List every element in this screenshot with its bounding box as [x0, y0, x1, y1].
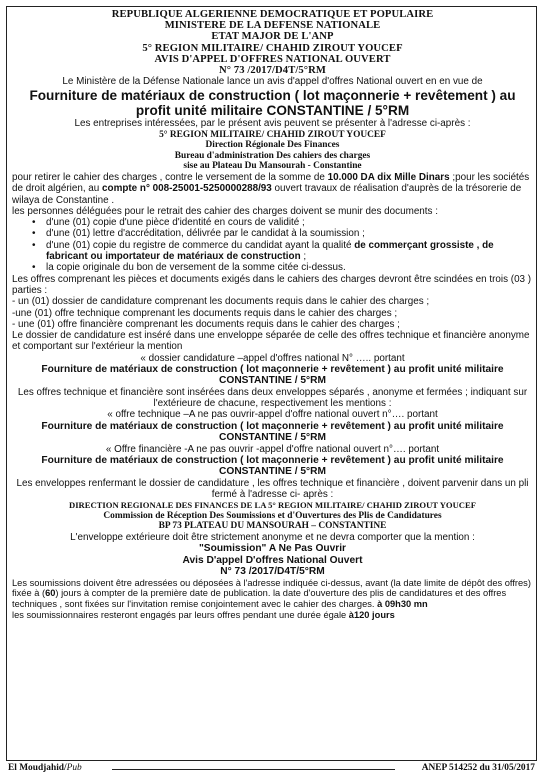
footer-anep-ref: ANEP 514252 du 31/05/2017	[421, 763, 535, 773]
list-item: • la copie originale du bon de versement de la somme citée ci-dessus.	[32, 262, 533, 273]
validity-days: à120 jours	[348, 609, 395, 620]
address-direction: Direction Régionale Des Finances	[205, 140, 340, 151]
tech-mention: « offre technique –A ne pas ouvrir-appel d'offre national ouvert n°…. portant	[107, 409, 438, 421]
part-technical: -une (01) offre technique comprenant les documents requis dans le cahier des charges ;	[12, 307, 398, 319]
validity-paragraph	[12, 610, 533, 621]
envelopes-text: Les enveloppes renfermant le dossier de candidature , les offres technique et financière , doivent parvenir dans un pli fermé à l'adresse ci- après :	[16, 477, 529, 500]
required-documents-list	[12, 217, 533, 273]
outer-mention-1: "Soumission" A Ne Pas Ouvrir	[198, 543, 347, 555]
title-repeat-2: Fourniture de matériaux de construction ( lot maçonnerie + revêtement ) au profit unité militaire CONSTANTINE / 5°RM	[41, 420, 504, 444]
address2-commission: Commission de Réception Des Soumissions et d'Ouvertures des Plis de Candidatures	[103, 510, 442, 521]
header-republic: REPUBLIQUE ALGERIENNE DEMOCRATIQUE ET POPULAIRE	[111, 9, 434, 20]
header-ministry: MINISTERE DE LA DEFENSE NATIONALE	[164, 20, 381, 32]
offers-intro-text: Les offres comprenant les pièces et documents exigés dans le cahiers des charges devront être scindées en trois (03 ) parties :	[12, 273, 532, 296]
outer-mention-2: Avis D'appel D'offres National Ouvert	[182, 554, 363, 566]
header-region: 5° REGION MILITAIRE/ CHAHID ZIROUT YOUCEF	[142, 42, 403, 54]
deadline-time: à 09h30 mn	[377, 599, 428, 610]
header-notice-type: AVIS D'APPEL D'OFFRES NATIONAL OUVERT	[154, 53, 391, 65]
invite-text: Les entreprises intéressées, par le présent avis peuvent se présenter à l'adresse ci-après :	[74, 118, 471, 130]
withdraw-text-1: pour retirer le cahier des charges , contre le versement de la somme de	[12, 172, 328, 183]
list-item: • d'une (01) copie d'une pièce d'identité en cours de validité ;	[32, 217, 533, 228]
header-staff: ETAT MAJOR DE L'ANP	[211, 31, 334, 43]
list-item	[32, 240, 533, 263]
part-financial: - une (01) offre financière comprenant les documents requis dans le cahier des charges ;	[12, 318, 400, 330]
withdraw-paragraph	[12, 172, 533, 206]
withdraw-amount: 10.000 DA dix Mille Dinars	[327, 172, 450, 183]
newspaper-name: El Moudjahid/	[8, 763, 67, 773]
address-region: 5° REGION MILITAIRE/ CHAHID ZIROUT YOUCEF	[159, 129, 386, 140]
tender-notice-frame	[6, 6, 537, 761]
footer-pub: Pub	[66, 763, 82, 773]
delegates-text: les personnes déléguées pour le retrait des cahier des charges doivent se munir des documents :	[12, 205, 438, 217]
intro-text: Le Ministère de la Défense Nationale lance un avis d'appel d'offres National ouvert en en vue de	[62, 76, 483, 88]
withdraw-text-3: ouvert travaux de réalisation d'auprès de la trésorerie de wilaya de Constantine .	[12, 183, 522, 206]
dossier-mention: « dossier candidature –appel d'offres national N° ….. portant	[140, 352, 405, 364]
list-item: • d'une (01) lettre d'accréditation, délivrée par le candidat à la soumission ;	[32, 228, 533, 239]
deadline-days: 60	[45, 588, 56, 599]
notice-title: Fourniture de matériaux de construction ( lot maçonnerie + revêtement ) au profit unité militaire CONSTANTINE / 5°RM	[29, 87, 516, 118]
title-repeat-3: Fourniture de matériaux de construction ( lot maçonnerie + revêtement ) au profit unité militaire CONSTANTINE / 5°RM	[41, 454, 504, 478]
dossier-text: Le dossier de candidature est inséré dans une enveloppe séparée de celle des offres technique et financière anonyme et comportant sur l'extérieur la mention	[12, 330, 530, 353]
withdraw-account: compte n° 008-25001-5250000288/93	[102, 183, 272, 195]
deadline-text-2: ) jours à compter de la première date de publication. la date d'ouverture des plis de candidatures et des offres techniques , sont fixées sur l'invitation remise conjointement avec le cahier des charges.	[12, 588, 507, 610]
fin-mention: « Offre financière -A ne pas ouvrir -appel d'offre national ouvert n°…. portant	[105, 443, 440, 455]
footer-newspaper	[8, 762, 82, 774]
address-location: sise au Plateau Du Mansourah - Constantine	[183, 161, 362, 172]
deadline-text-1: Les soumissions doivent être adressées ou déposées à l'adresse indiquée ci-dessus, avant (la date limite de dépôt des offres) fixée à (	[12, 577, 531, 599]
tech-fin-text: Les offres technique et financière sont insérées dans deux enveloppes séparés , anonyme et fermées ; indiquant sur l'extérieure de chacune, respectivement les mentions :	[17, 386, 528, 410]
doc3-qualification: de commerçant grossiste , de fabricant ou importateur de matériaux de construction	[46, 239, 494, 263]
title-repeat-1: Fourniture de matériaux de construction ( lot maçonnerie + revêtement ) au profit unité militaire CONSTANTINE / 5°RM	[41, 364, 504, 387]
header-notice-number: N° 73 /2017/D4T/5°RM	[219, 65, 326, 77]
address2-bp: BP 73 PLATEAU DU MANSOURAH – CONSTANTINE	[158, 521, 387, 532]
tender-notice-content	[12, 9, 533, 621]
outer-envelope-text: L'enveloppe extérieure doit être strictement anonyme et ne devra comporter que la mention :	[70, 532, 475, 544]
outer-mention-3: N° 73 /2017/D4T/5°RM	[220, 566, 325, 578]
address2-direction: DIRECTION REGIONALE DES FINANCES DE LA 5° REGION MILITAIRE/ CHAHID ZIROUT YOUCEF	[68, 500, 476, 511]
footer-divider	[112, 769, 395, 770]
page-footer	[8, 762, 535, 774]
withdraw-text-2: ;pour les sociétés de droit algérien, au	[12, 172, 530, 195]
doc3-text: d'une (01) copie du registre de commerce du candidat ayant la qualité	[46, 239, 355, 251]
deadline-paragraph	[12, 578, 533, 610]
part-candidature: - un (01) dossier de candidature comprenant les documents requis dans le cahier des charges ;	[12, 296, 430, 308]
validity-text: les soumissionnaires resteront engagés par leurs offres pendant une durée égale	[12, 609, 349, 620]
address-bureau: Bureau d'administration Des cahiers des charges	[174, 150, 371, 161]
doc3-end: ;	[300, 251, 307, 263]
